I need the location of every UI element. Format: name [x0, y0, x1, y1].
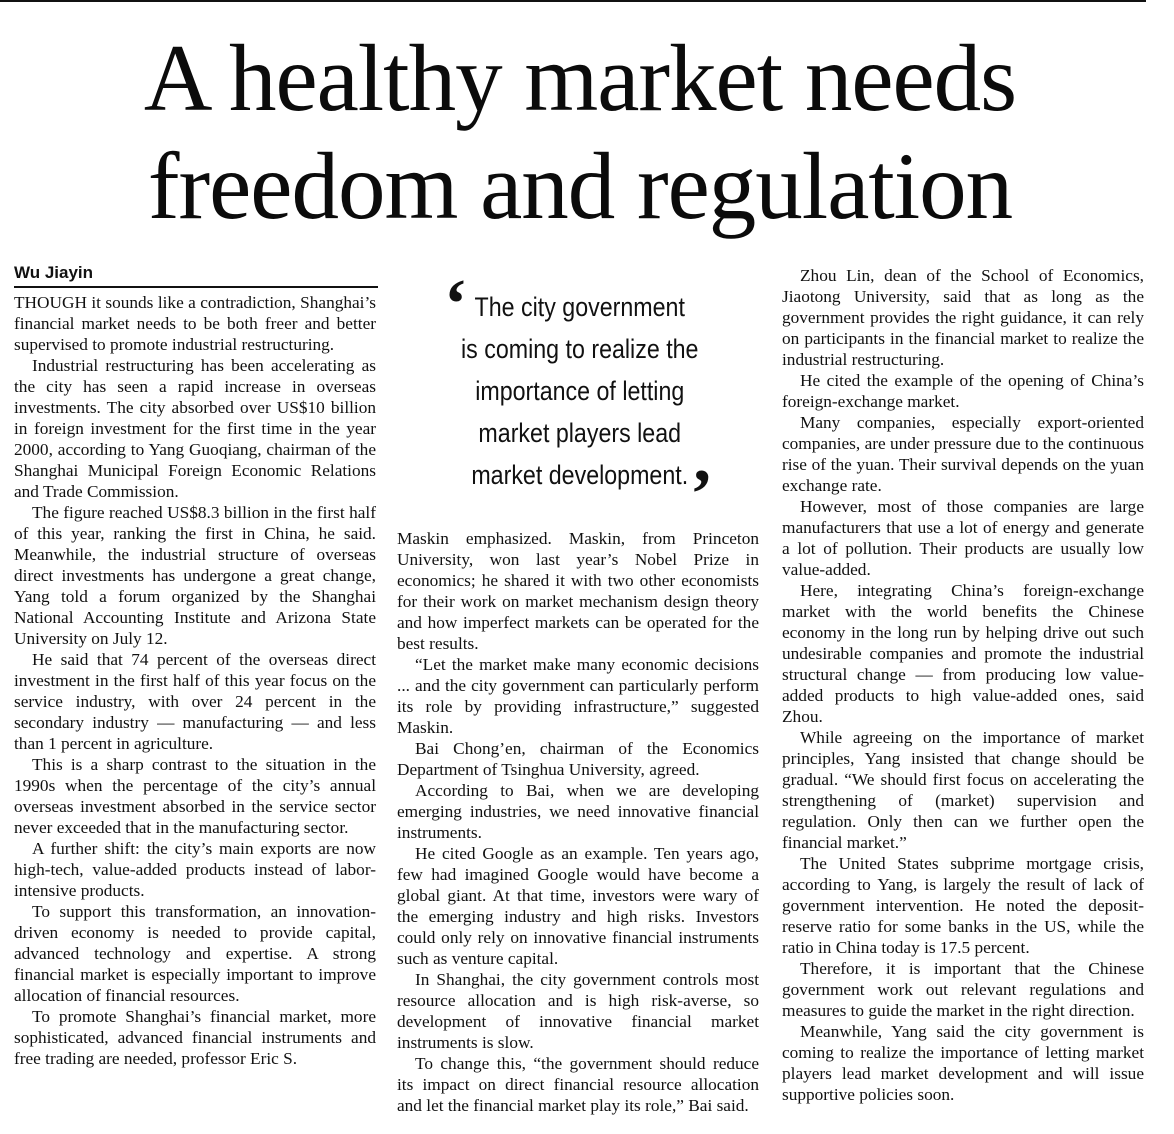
paragraph: Meanwhile, Yang said the city government is coming to realize the importance of letting market players lead market development and will issue supportive policies soon. — [782, 1022, 1144, 1104]
paragraph: Here, integrating China’s foreign-exchange market with the world benefits the Chinese economy in the long run by helping drive out such undesirable companies and promote the industrial structural change — from producing low value-added products to high value-added ones, said Zhou. — [782, 581, 1144, 726]
byline: Wu Jiayin — [14, 262, 378, 288]
paragraph: He cited the example of the opening of China’s foreign-exchange market. — [782, 371, 1144, 411]
pull-quote-line: The city government — [474, 292, 685, 322]
paragraph: To promote Shanghai’s financial market, more sophisticated, advanced financial instruments and free trading are needed, professor Eric S. — [14, 1007, 376, 1068]
pull-quote-line: market players lead — [478, 418, 682, 448]
headline — [0, 24, 1160, 240]
headline-line-2: freedom and regulation — [147, 133, 1013, 239]
pull-quote-line: is coming to realize the — [461, 334, 699, 364]
article-column-3 — [782, 265, 1144, 1105]
close-quote-mark: ’ — [690, 456, 714, 533]
paragraph: “Let the market make many economic decisions ... and the city government can particularly perform its role by providing infrastructure,” suggested Maskin. — [397, 655, 759, 737]
paragraph: However, most of those companies are large manufacturers that use a lot of energy and generate a lot of pollution. Their products are usually low value-added. — [782, 497, 1144, 579]
headline-line-1: A healthy market needs — [143, 25, 1017, 131]
paragraph: He cited Google as an example. Ten years ago, few had imagined Google would have become a global giant. At that time, investors were wary of the emerging industry and high risks. Investors could only rely on innovative financial instruments such as venture capital. — [397, 844, 759, 968]
pull-quote-line: market development. — [471, 460, 689, 490]
paragraph: The figure reached US$8.3 billion in the first half of this year, ranking the first in China, he said. Meanwhile, the industrial structure of overseas direct investments has undergone a great change, Yang told a forum organized by the Shanghai National Accounting Institute and Arizona State University on July 12. — [14, 503, 376, 648]
article-column-1 — [14, 292, 376, 1069]
pull-quote — [440, 286, 720, 496]
paragraph: In Shanghai, the city government controls most resource allocation and is high risk-averse, so development of innovative financial market instruments is slow. — [397, 970, 759, 1052]
pull-quote-line: importance of letting — [475, 376, 685, 406]
paragraph: Zhou Lin, dean of the School of Economics, Jiaotong University, said that as long as the government provides the right guidance, it can rely on participants in the financial market to realize the industrial restructuring. — [782, 266, 1144, 369]
paragraph: Many companies, especially export-oriented companies, are under pressure due to the continuous rise of the yuan. Their survival depends on the yuan exchange rate. — [782, 413, 1144, 495]
paragraph: While agreeing on the importance of market principles, Yang insisted that change should be gradual. “We should first focus on accelerating the strengthening of (market) supervision and regulation. Only then can we further open the financial market.” — [782, 728, 1144, 852]
paragraph: A further shift: the city’s main exports are now high-tech, value-added products instead of labor-intensive products. — [14, 839, 376, 900]
paragraph: He said that 74 percent of the overseas direct investment in the first half of this year focus on the service industry, with over 24 percent in the secondary industry — manufacturing — and less than 1 percent in agriculture. — [14, 650, 376, 753]
open-quote-mark: ‘ — [444, 266, 468, 343]
paragraph: To support this transformation, an innovation-driven economy is needed to provide capital, advanced technology and expertise. A strong financial market is especially important to improve allocation of financial resources. — [14, 902, 376, 1005]
paragraph: To change this, “the government should reduce its impact on direct financial resource allocation and let the financial market play its role,” Bai said. — [397, 1054, 759, 1115]
paragraph: This is a sharp contrast to the situation in the 1990s when the percentage of the city’s annual overseas investment absorbed in the service sector never exceeded that in the manufacturing sector. — [14, 755, 376, 837]
paragraph: Maskin emphasized. Maskin, from Princeton University, won last year’s Nobel Prize in economics; he shared it with two other economists for their work on market mechanism design theory and how imperfect markets can be operated for the best results. — [397, 529, 759, 653]
top-rule — [0, 0, 1146, 2]
paragraph: THOUGH it sounds like a contradiction, Shanghai’s financial market needs to be both freer and better supervised to promote industrial restructuring. — [14, 293, 376, 354]
article-column-2 — [397, 528, 759, 1116]
paragraph: Bai Chong’en, chairman of the Economics Department of Tsinghua University, agreed. — [397, 739, 759, 779]
paragraph: The United States subprime mortgage crisis, according to Yang, is largely the result of lack of government intervention. He noted the deposit-reserve ratio for some banks in the US, while the ratio in China today is 17.5 percent. — [782, 854, 1144, 957]
paragraph: According to Bai, when we are developing emerging industries, we need innovative financial instruments. — [397, 781, 759, 842]
paragraph: Therefore, it is important that the Chinese government work out relevant regulations and measures to guide the market in the right direction. — [782, 959, 1144, 1020]
paragraph: Industrial restructuring has been accelerating as the city has seen a rapid increase in overseas investments. The city absorbed over US$10 billion in foreign investment for the first time in the year 2000, according to Yang Guoqiang, chairman of the Shanghai Municipal Foreign Economic Relations and Trade Commission. — [14, 356, 376, 501]
